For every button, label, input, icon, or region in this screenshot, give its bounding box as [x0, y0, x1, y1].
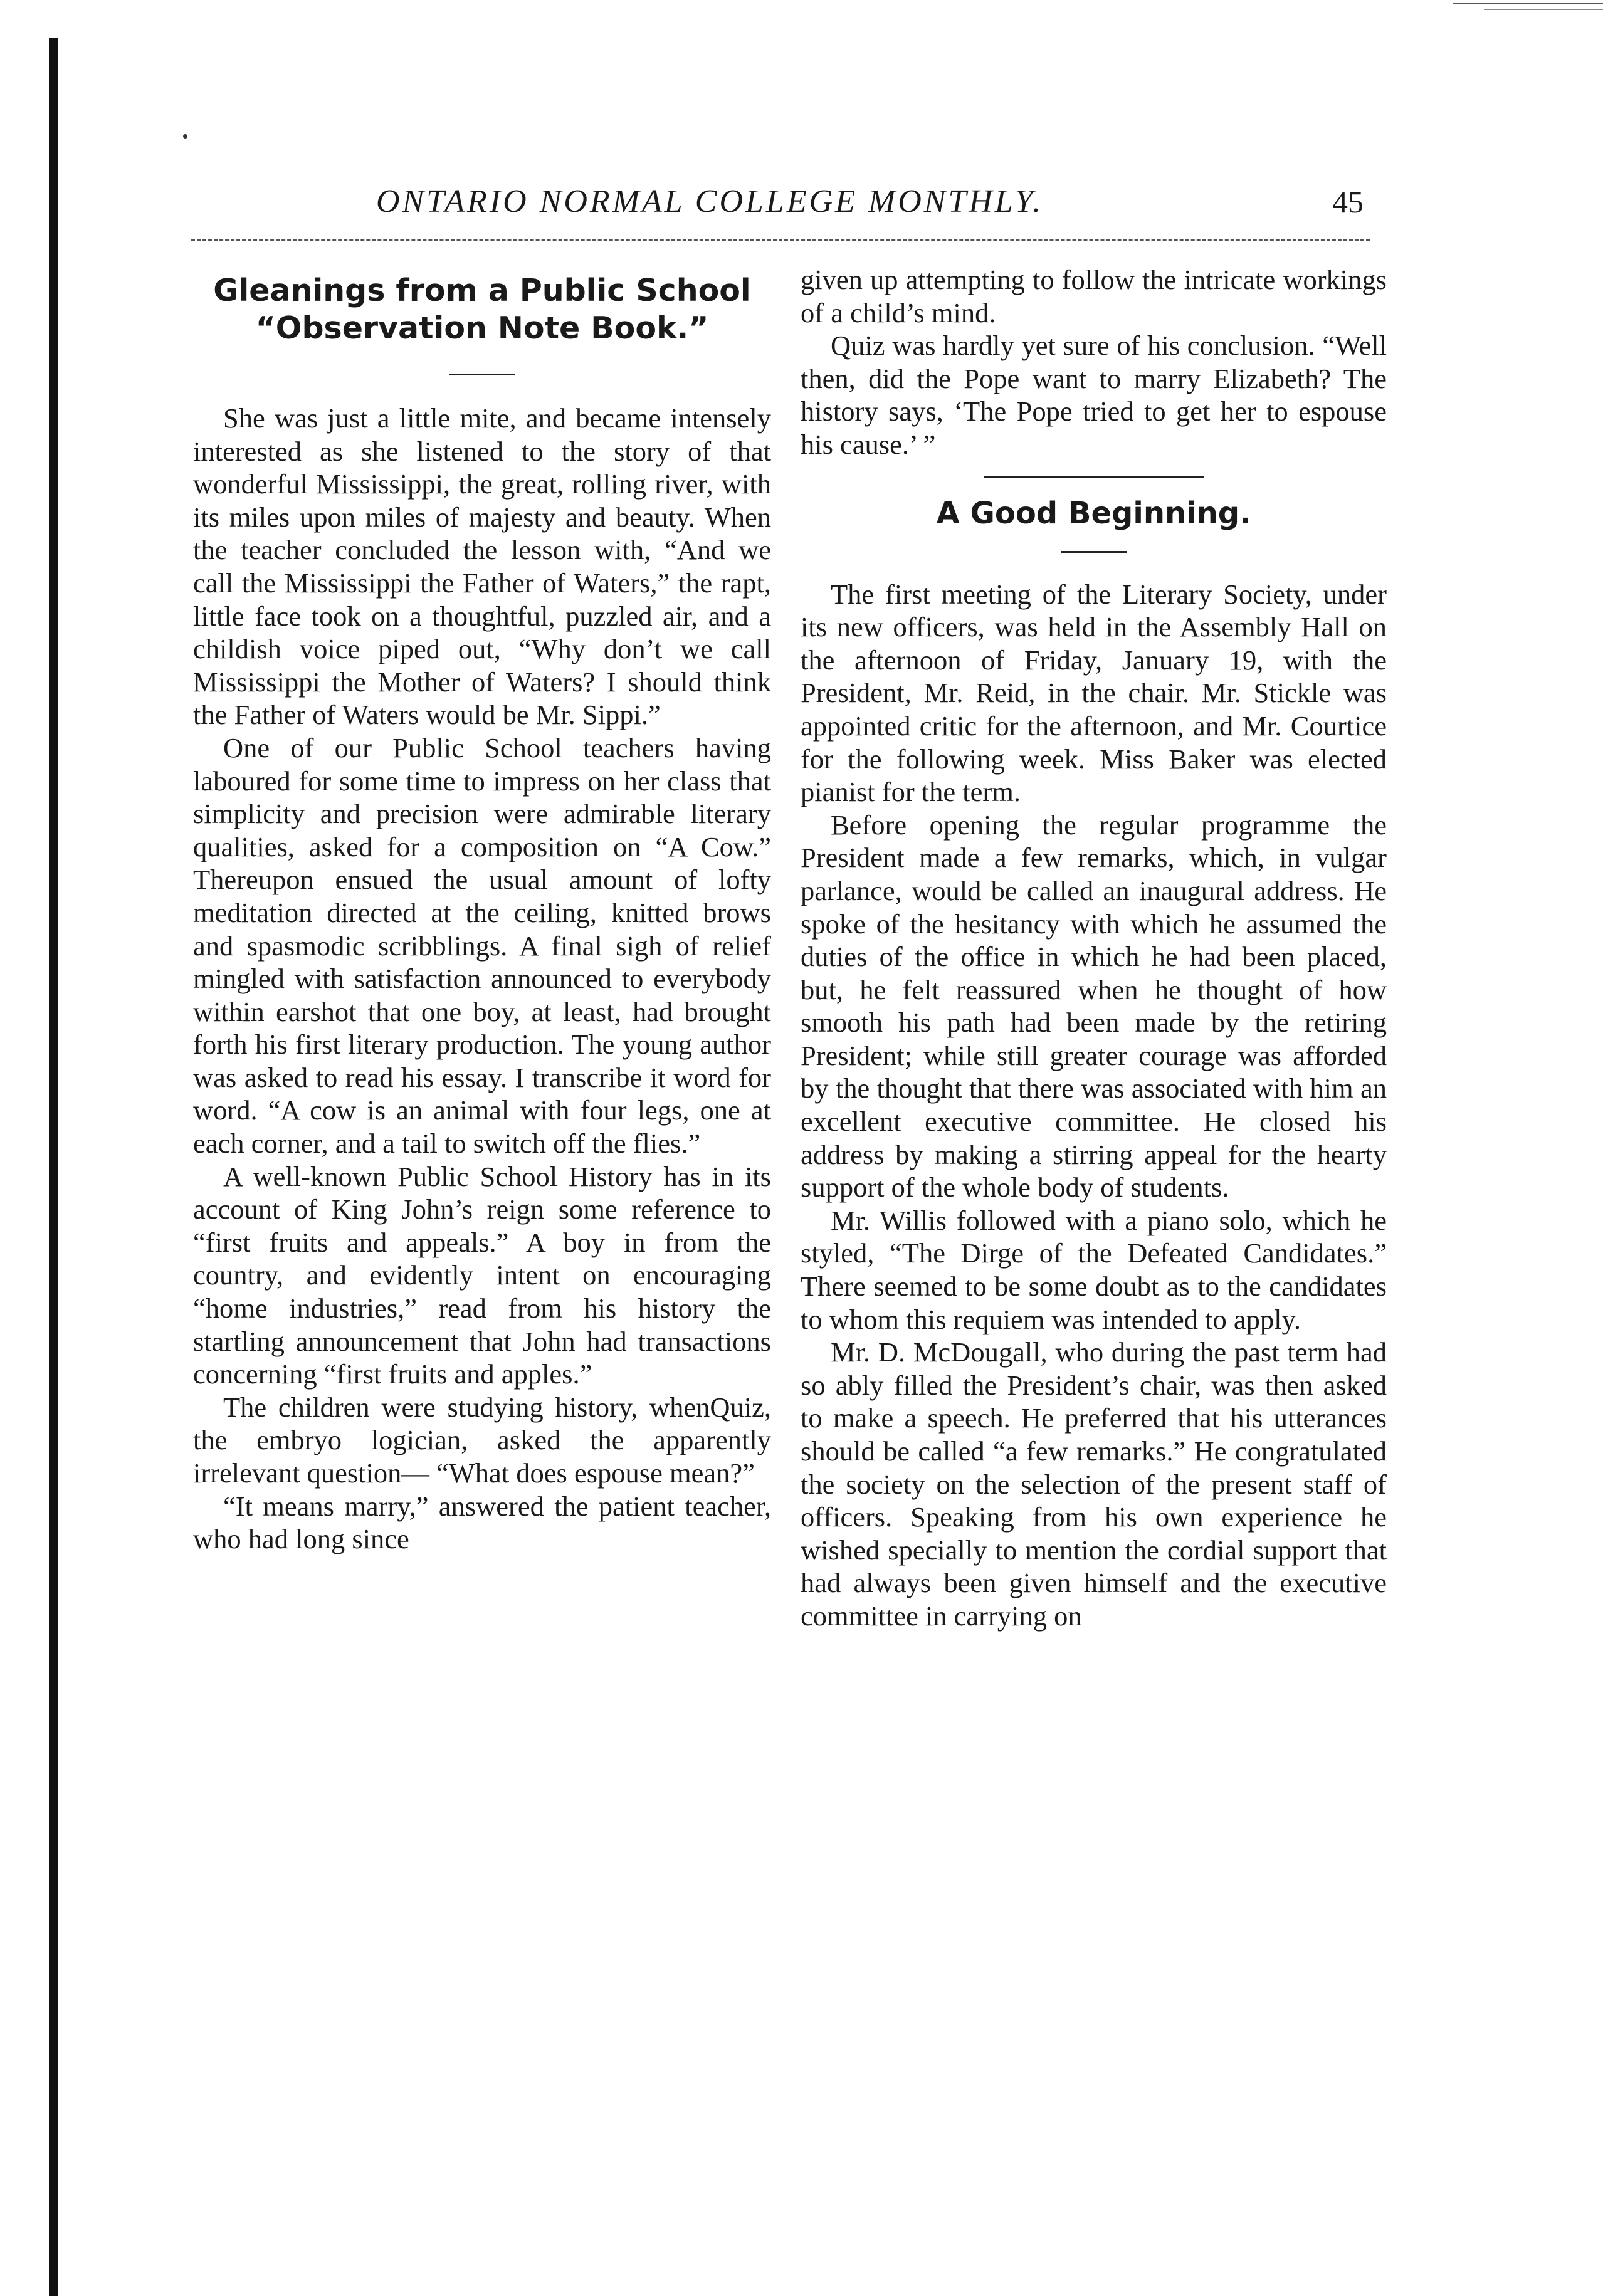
continued-paragraph: Quiz was hardly yet sure of his conclusion. “Well then, did the Pope want to marry Elizabeth? The history says, ‘The Pope tried to get her to espouse his cause.’ ”	[801, 330, 1387, 460]
journal-title: ONTARIO NORMAL COLLEGE MONTHLY.	[376, 184, 1043, 219]
paragraph: Mr. D. McDougall, who during the past term had so ably filled the President’s chair, was then asked to make a speech. He preferred that his utterances should be called “a few remarks.” He congratulated the society on the selection of the present staff of officers. Speaking from his own experience he wished specially to mention the cordial support that had always been given himself and the executive committee in carrying on	[801, 1336, 1387, 1632]
running-head	[194, 177, 1376, 227]
article-title-good-beginning: A Good Beginning.	[936, 495, 1251, 531]
continued-paragraph: given up attempting to follow the intricate workings of a child’s mind.	[801, 264, 1387, 328]
paragraph: The children were studying history, whenQuiz, the embryo logician, asked the apparently irrelevant question— “What does espouse mean?”	[193, 1391, 771, 1489]
page-number: 45	[1332, 184, 1364, 219]
paragraph: A well-known Public School History has in its account of King John’s reign some reference to “first fruits and appeals.” A boy in from the country, and evidently intent on encouraging “home industries,” read from his history the startling announcement that John had transactions concerning “first fruits and apples.”	[193, 1160, 771, 1390]
section-divider	[984, 476, 1204, 478]
right-column	[801, 263, 1387, 1633]
ink-speck	[183, 134, 187, 139]
paragraph: “It means marry,” answered the patient teacher, who had long since	[193, 1490, 771, 1555]
paragraph: Mr. Willis followed with a piano solo, which he styled, “The Dirge of the Defeated Candidates.” There seemed to be some doubt as to the candidates to whom this requiem was intended to apply.	[801, 1204, 1387, 1335]
article-title-gleanings: Gleanings from a Public School “Observation Note Book.”	[213, 273, 751, 346]
paragraph: The first meeting of the Literary Society, under its new officers, was held in the Assembly Hall on the afternoon of Friday, January 19, with the President, Mr. Reid, in the chair. Mr. Stickle was appointed critic for the afternoon, and Mr. Courtice for the following week. Miss Baker was elected pianist for the term.	[801, 578, 1387, 808]
left-column	[193, 263, 771, 1556]
page-binding-edge	[49, 38, 58, 2296]
paragraph: Before opening the regular programme the President made a few remarks, which, in vulgar parlance, would be called an inaugural address. He spoke of the hesitancy with which he assumed the duties of the office in which he had been placed, but, he felt reassured when he thought of how smooth his path had been made by the retiring President; while still greater courage was afforded by the thought that there was associated with him an excellent executive committee. He closed his address by making a stirring appeal for the hearty support of the whole body of students.	[801, 809, 1387, 1203]
header-rule	[191, 239, 1370, 241]
corner-rule-secondary	[1484, 9, 1603, 10]
paragraph: She was just a little mite, and became intensely interested as she listened to the story of that wonderful Mississippi, the great, rolling river, with its miles upon miles of majesty and beauty. When the teacher concluded the lesson with, “And we call the Mississippi the Father of Waters,” the rapt, little face took on a thoughtful, puzzled air, and a childish voice piped out, “Why don’t we call Mississippi the Mother of Waters? I should think the Father of Waters would be Mr. Sippi.”	[193, 402, 771, 731]
paragraph: One of our Public School teachers having laboured for some time to impress on her class that simplicity and precision were admirable literary qualities, asked for a composition on “A Cow.” Thereupon ensued the usual amount of lofty meditation directed at the ceiling, knitted brows and spasmodic scribblings. A final sigh of relief mingled with satisfaction announced to everybody within earshot that one boy, at least, had brought forth his first literary production. The young author was asked to read his essay. I transcribe it word for word. “A cow is an animal with four legs, one at each corner, and a tail to switch off the flies.”	[193, 731, 771, 1160]
title-rule	[449, 374, 515, 375]
corner-rule	[1453, 3, 1603, 4]
title-rule	[1061, 551, 1127, 553]
